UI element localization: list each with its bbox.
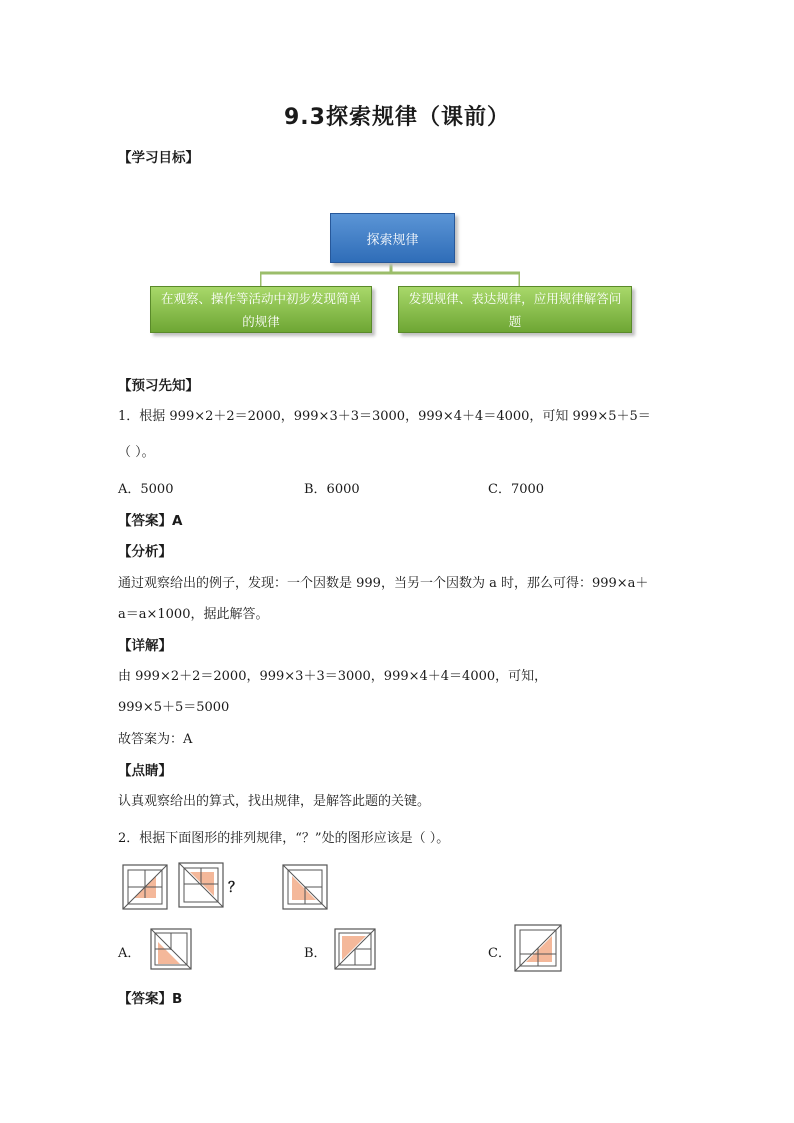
- diagram-left-box: 在观察、操作等活动中初步发现简单的规律: [150, 286, 372, 333]
- q2-figure-1: [122, 864, 168, 910]
- q2-figure-2: [178, 862, 224, 908]
- q2-option-a-figure: [150, 928, 192, 970]
- diagram-right-box: 发现规律、表达规律，应用规律解答问题: [398, 286, 632, 333]
- q2-option-b-figure: [334, 928, 376, 970]
- tip-line: 认真观察给出的算式，找出规律，是解答此题的关键。: [118, 794, 431, 809]
- detail-line-1: 由 999×2＋2＝2000，999×3＋3＝3000，999×4＋4＝4000，可知，: [118, 669, 548, 684]
- section-detail: 【详解】: [118, 638, 172, 654]
- page-title: 9.3探索规律（课前）: [284, 105, 510, 130]
- section-objectives: 【学习目标】: [118, 150, 199, 166]
- analysis-line-1: 通过观察给出的例子，发现：一个因数是 999，当另一个因数为 a 时，那么可得：999×a＋: [118, 576, 649, 591]
- q2-question-mark: ？: [228, 880, 242, 896]
- q2-stem: 2．根据下面图形的排列规律，“？”处的图形应该是（ ）。: [118, 831, 450, 846]
- q2-figure-3: [282, 864, 328, 910]
- q1-option-a: A．5000: [118, 482, 174, 497]
- q1-stem: 1．根据 999×2＋2＝2000，999×3＋3＝3000，999×4＋4＝4000，可知 999×5＋5＝: [118, 409, 651, 424]
- detail-line-2: 999×5＋5＝5000: [118, 700, 230, 715]
- q1-blank: （ ）。: [118, 445, 155, 460]
- q2-option-c-label: C．: [488, 946, 511, 961]
- q2-option-a-label: A．: [118, 946, 141, 961]
- section-analysis: 【分析】: [118, 544, 172, 560]
- section-preview: 【预习先知】: [118, 378, 199, 394]
- q2-answer: 【答案】B: [118, 991, 183, 1007]
- q1-option-c: C．7000: [488, 482, 545, 497]
- detail-line-3: 故答案为：A: [118, 732, 193, 747]
- diagram-root-box: 探索规律: [330, 213, 455, 263]
- diagram-connector: [260, 261, 520, 287]
- q2-option-b-label: B．: [304, 946, 327, 961]
- q1-option-b: B．6000: [304, 482, 360, 497]
- section-tip: 【点睛】: [118, 763, 172, 779]
- q2-option-c-figure: [514, 924, 562, 972]
- analysis-line-2: a＝a×1000，据此解答。: [118, 607, 269, 622]
- q1-answer: 【答案】A: [118, 513, 183, 529]
